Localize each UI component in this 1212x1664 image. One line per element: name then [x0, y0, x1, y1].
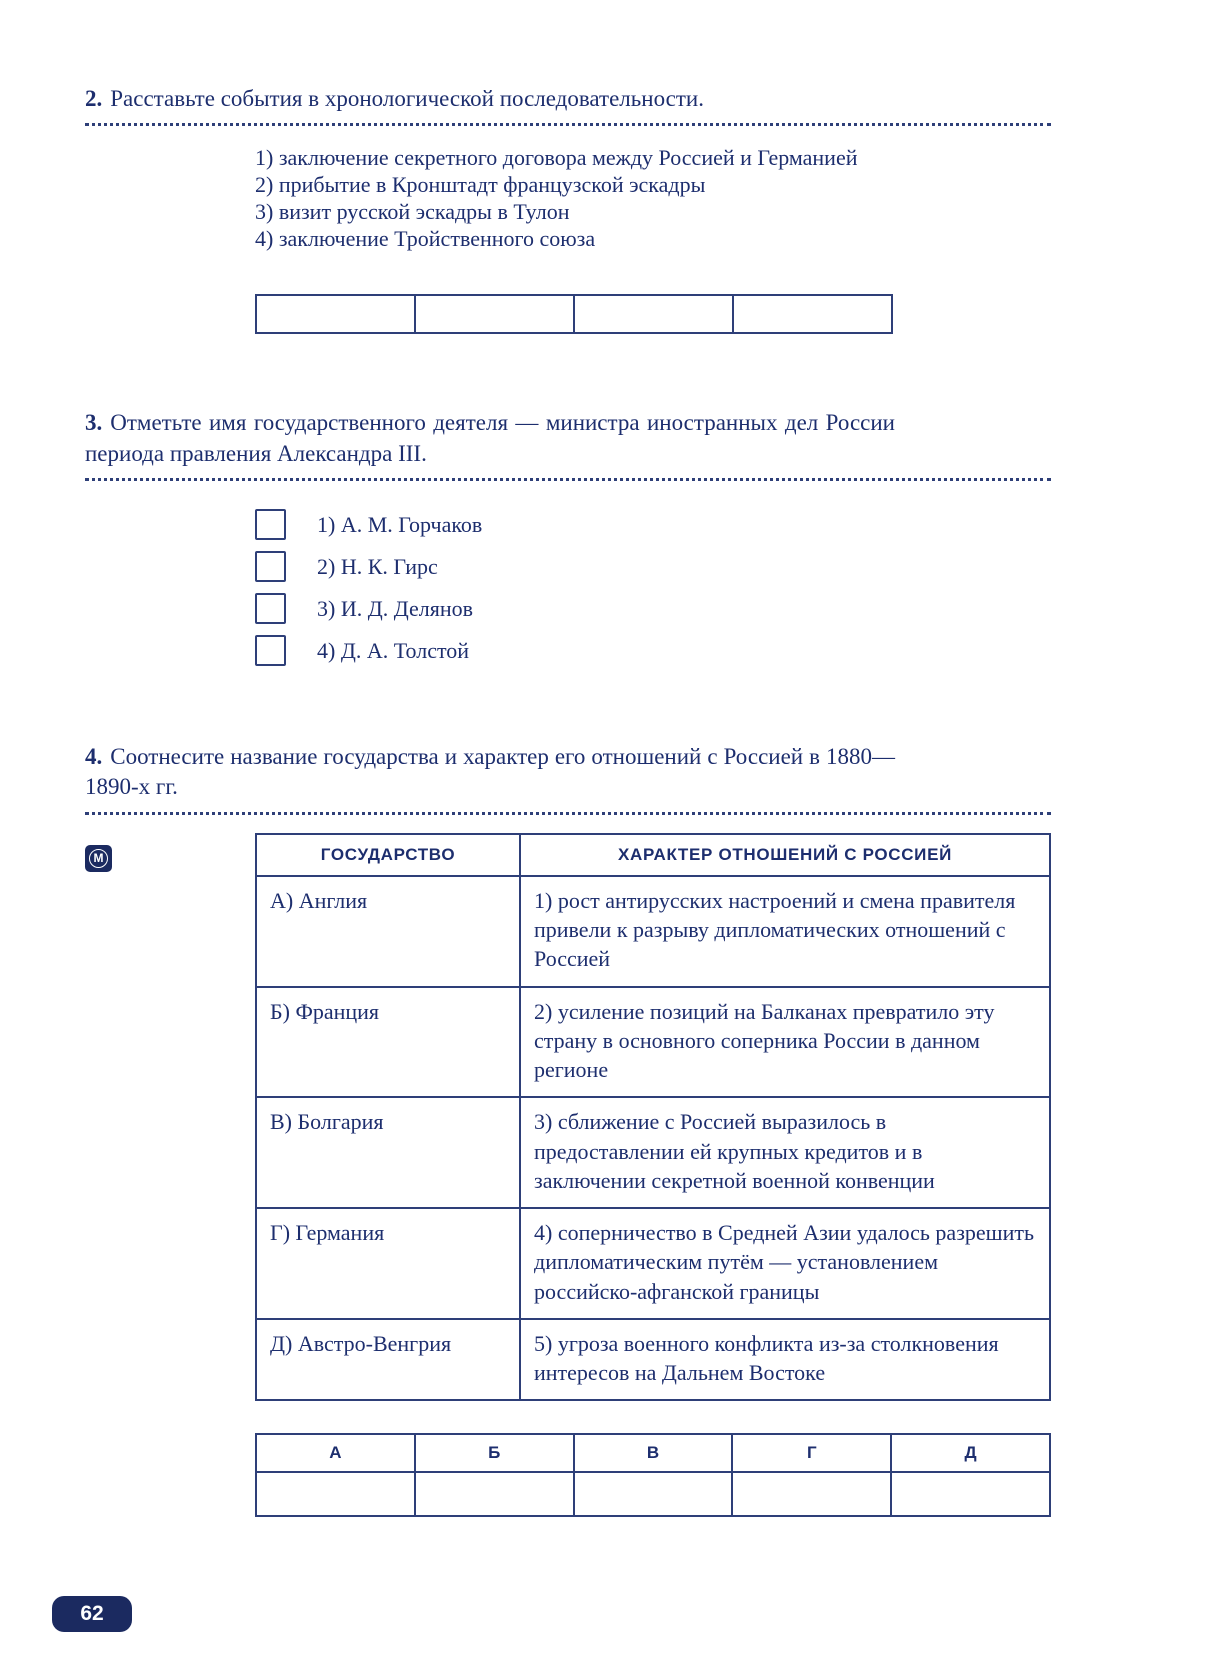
- answer-cell[interactable]: [574, 295, 733, 333]
- checkbox[interactable]: [255, 593, 286, 624]
- answer-cell[interactable]: [256, 1472, 415, 1516]
- task-2-items: [255, 144, 1051, 252]
- table-row: [256, 987, 1050, 1098]
- dotted-divider: [85, 122, 1051, 126]
- option-row: [255, 593, 1051, 624]
- matching-table: [255, 833, 1051, 1402]
- task-4-number: 4.: [85, 744, 103, 770]
- task-3-number: 3.: [85, 410, 103, 436]
- answer-cell[interactable]: [574, 1472, 733, 1516]
- relation-cell: 3) сближение с Россией выразилось в предоставлении ей крупных кредитов и в заключении секретной военной конвенции: [520, 1097, 1050, 1208]
- task-3-title-text: Отметьте имя государственного деятеля — министра иностранных дел России периода правления Александра III.: [85, 410, 895, 466]
- list-item: 2) прибытие в Кронштадт французской эскадры: [255, 172, 706, 198]
- column-header-state: ГОСУДАРСТВО: [256, 834, 520, 876]
- state-cell: В) Болгария: [256, 1097, 520, 1208]
- answer-header-row: [256, 1434, 1050, 1472]
- list-item: 1) заключение секретного договора между Россией и Германией: [255, 145, 858, 171]
- task-4-title: [85, 742, 895, 803]
- dotted-divider: [85, 477, 1051, 481]
- answer-cell[interactable]: [891, 1472, 1050, 1516]
- answer-cell[interactable]: [415, 295, 574, 333]
- state-cell: Б) Франция: [256, 987, 520, 1098]
- answer-header: Б: [415, 1434, 574, 1472]
- page-number: 62: [80, 1602, 104, 1625]
- answer-row: [256, 1472, 1050, 1516]
- option-label: 3) И. Д. Делянов: [317, 595, 474, 621]
- answer-header: В: [574, 1434, 733, 1472]
- list-item: 4) заключение Тройственного союза: [255, 226, 596, 252]
- option-row: [255, 635, 1051, 666]
- task-2-title: [85, 84, 1051, 114]
- answer-cell[interactable]: [256, 295, 415, 333]
- option-label: 1) А. М. Горчаков: [317, 511, 483, 537]
- table-header-row: [256, 834, 1050, 876]
- task-4-title-text: Соотнесите название государства и характер его отношений с Россией в 1880—1890-х гг.: [85, 744, 895, 800]
- table-row: [256, 1097, 1050, 1208]
- multimedia-marker-icon: [85, 845, 112, 872]
- checkbox[interactable]: [255, 551, 286, 582]
- option-row: [255, 509, 1051, 540]
- task-4-answer-grid: [255, 1433, 1051, 1517]
- list-item: 3) визит русской эскадры в Тулон: [255, 199, 570, 225]
- table-row: [256, 1208, 1050, 1319]
- checkbox[interactable]: [255, 635, 286, 666]
- answer-cell[interactable]: [415, 1472, 574, 1516]
- answer-header: Д: [891, 1434, 1050, 1472]
- state-cell: Г) Германия: [256, 1208, 520, 1319]
- relation-cell: 4) соперничество в Средней Азии удалось разрешить дипломатическим путём — установлением российско-афганской границы: [520, 1208, 1050, 1319]
- task-3-options: [255, 509, 1051, 666]
- task-3: [85, 408, 1051, 666]
- relation-cell: 1) рост антирусских настроений и смена правителя привели к разрыву дипломатических отношений с Россией: [520, 876, 1050, 987]
- task-2-answer-grid: [255, 294, 893, 334]
- task-2-title-text: Расставьте события в хронологической последовательности.: [110, 86, 704, 111]
- state-cell: Д) Австро-Венгрия: [256, 1319, 520, 1401]
- answer-header: А: [256, 1434, 415, 1472]
- answer-cell[interactable]: [733, 295, 892, 333]
- option-label: 4) Д. А. Толстой: [317, 637, 470, 663]
- option-row: [255, 551, 1051, 582]
- relation-cell: 5) угроза военного конфликта из-за столкновения интересов на Дальнем Востоке: [520, 1319, 1050, 1401]
- marker-letter: М: [89, 849, 108, 868]
- page-number-badge: [52, 1596, 132, 1632]
- dotted-divider: [85, 811, 1051, 815]
- task-2-number: 2.: [85, 86, 103, 111]
- answer-cell[interactable]: [732, 1472, 891, 1516]
- table-row: [256, 1319, 1050, 1401]
- column-header-relation: ХАРАКТЕР ОТНОШЕНИЙ С РОССИЕЙ: [520, 834, 1050, 876]
- relation-cell: 2) усиление позиций на Балканах превратило эту страну в основного соперника России в данном регионе: [520, 987, 1050, 1098]
- task-2: [85, 84, 1051, 334]
- state-cell: А) Англия: [256, 876, 520, 987]
- task-3-title: [85, 408, 895, 469]
- task-4: [85, 742, 1051, 1517]
- answer-header: Г: [732, 1434, 891, 1472]
- table-row: [256, 876, 1050, 987]
- option-label: 2) Н. К. Гирс: [317, 553, 438, 579]
- checkbox[interactable]: [255, 509, 286, 540]
